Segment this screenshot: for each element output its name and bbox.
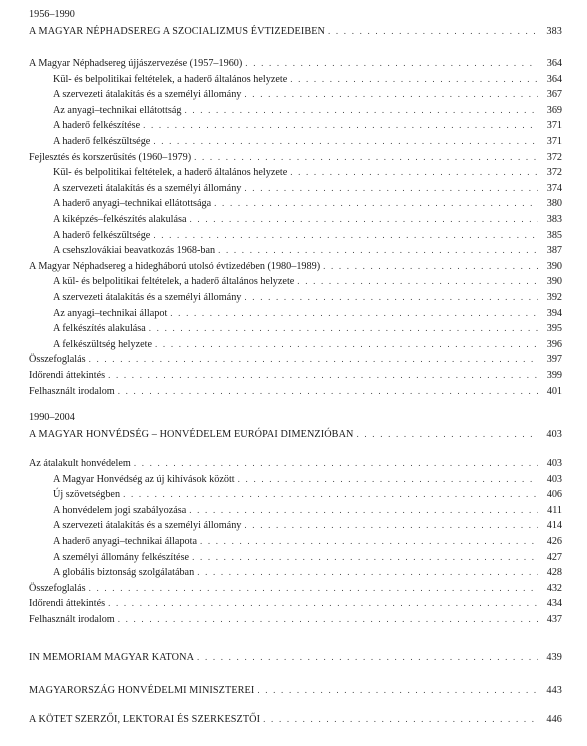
toc-page-number: 411 xyxy=(547,505,562,516)
toc-page-number: 372 xyxy=(546,167,562,178)
toc-page-number: 446 xyxy=(546,714,562,725)
section-heading[interactable] xyxy=(29,427,562,441)
toc-entry-title: A csehszlovákiai beavatkozás 1968-ban xyxy=(53,245,216,256)
toc-entry[interactable] xyxy=(29,56,562,70)
dot-leader xyxy=(323,259,538,273)
toc-entry[interactable] xyxy=(53,306,562,320)
toc-page-number: 390 xyxy=(546,261,562,272)
toc-page-number: 364 xyxy=(546,58,562,69)
toc-entry[interactable] xyxy=(53,212,562,226)
toc-entry-title: A kiképzés–felkészítés alakulása xyxy=(53,214,187,225)
toc-page-number: 385 xyxy=(546,230,562,241)
toc-entry-title: A Magyar Honvédség az új kihívások között xyxy=(53,474,235,485)
toc-entry-title: Összefoglalás xyxy=(29,583,86,594)
toc-entry[interactable] xyxy=(53,72,562,86)
dot-leader xyxy=(245,56,538,70)
dot-leader xyxy=(197,565,538,579)
toc-entry[interactable] xyxy=(53,534,562,548)
toc-page-number: 396 xyxy=(546,339,562,350)
toc-entry-title: A KÖTET SZERZŐI, LEKTORAI ÉS SZERKESZTŐI xyxy=(29,714,261,725)
toc-page-number: 403 xyxy=(546,429,562,440)
toc-entry[interactable] xyxy=(53,290,562,304)
dot-leader xyxy=(123,487,538,501)
toc-page-number: 371 xyxy=(546,120,562,131)
toc-page-number: 380 xyxy=(546,198,562,209)
toc-entry-title: Felhasznált irodalom xyxy=(29,386,115,397)
dot-leader xyxy=(244,518,538,532)
closing-entry[interactable] xyxy=(29,712,562,726)
toc-entry-title: A szervezeti átalakítás és a személyi állomány xyxy=(53,183,242,194)
toc-entry-title: A személyi állomány felkészítése xyxy=(53,552,190,563)
toc-page-number: 437 xyxy=(546,614,562,625)
dot-leader xyxy=(190,212,538,226)
toc-entry-title: Összefoglalás xyxy=(29,354,86,365)
toc-page-number: 428 xyxy=(546,567,562,578)
toc-entry[interactable] xyxy=(53,134,562,148)
toc-page-number: 372 xyxy=(546,152,562,163)
toc-page-number: 403 xyxy=(546,474,562,485)
toc-page-number: 367 xyxy=(546,89,562,100)
closing-entry[interactable] xyxy=(29,683,562,697)
dot-leader xyxy=(189,503,538,517)
toc-entry[interactable] xyxy=(53,321,562,335)
toc-entry-title: A Magyar Néphadsereg újjászervezése (1957–1960) xyxy=(29,58,243,69)
toc-entry-title: Időrendi áttekintés xyxy=(29,370,106,381)
toc-entry[interactable] xyxy=(29,384,562,398)
toc-entry[interactable] xyxy=(53,228,562,242)
toc-page-number: 399 xyxy=(546,370,562,381)
dot-leader xyxy=(238,472,538,486)
toc-entry-title: Kül- és belpolitikai feltételek, a haderő általános helyzete xyxy=(53,167,288,178)
toc-entry-title: A szervezeti átalakítás és a személyi állomány xyxy=(53,292,242,303)
dot-leader xyxy=(118,384,538,398)
dot-leader xyxy=(244,290,538,304)
dot-leader xyxy=(257,683,538,697)
dot-leader xyxy=(297,274,538,288)
toc-entry-title: A haderő anyagi–technikai állapota xyxy=(53,536,197,547)
dot-leader xyxy=(153,134,538,148)
toc-entry[interactable] xyxy=(53,243,562,257)
dot-leader xyxy=(192,550,538,564)
section-years: 1956–1990 xyxy=(29,9,75,20)
toc-entry[interactable] xyxy=(29,352,562,366)
toc-page-number: 434 xyxy=(546,598,562,609)
dot-leader xyxy=(184,103,538,117)
toc-entry-title: A Magyar Néphadsereg a hidegháború utolsó évtizedében (1980–1989) xyxy=(29,261,321,272)
toc-entry[interactable] xyxy=(29,581,562,595)
section-heading[interactable] xyxy=(29,24,562,38)
toc-entry-title: Felhasznált irodalom xyxy=(29,614,115,625)
toc-entry-title: Új szövetségben xyxy=(53,489,121,500)
dot-leader xyxy=(218,243,538,257)
toc-entry-title: A haderő felkészítése xyxy=(53,120,141,131)
toc-entry[interactable] xyxy=(29,259,562,273)
toc-page-number: 374 xyxy=(546,183,562,194)
toc-page-number: 426 xyxy=(546,536,562,547)
dot-leader xyxy=(214,196,538,210)
dot-leader xyxy=(155,337,538,351)
toc-entry[interactable] xyxy=(53,503,562,517)
toc-entry-title: A szervezeti átalakítás és a személyi állomány xyxy=(53,89,242,100)
toc-entry-title: IN MEMORIAM MAGYAR KATONA xyxy=(29,652,195,663)
toc-entry-title: A MAGYAR HONVÉDSÉG – HONVÉDELEM EURÓPAI DIMENZIÓBAN xyxy=(29,429,354,440)
dot-leader xyxy=(263,712,538,726)
toc-entry-title: A kül- és belpolitikai feltételek, a haderő általános helyzete xyxy=(53,276,295,287)
toc-entry-title: Az anyagi–technikai ellátottság xyxy=(53,105,182,116)
toc-entry-title: Kül- és belpolitikai feltételek, a haderő általános helyzete xyxy=(53,74,288,85)
toc-entry[interactable] xyxy=(29,596,562,610)
toc-page-number: 387 xyxy=(546,245,562,256)
toc-entry[interactable] xyxy=(29,612,562,626)
dot-leader xyxy=(153,228,538,242)
dot-leader xyxy=(328,24,538,38)
toc-entry[interactable] xyxy=(53,87,562,101)
toc-entry[interactable] xyxy=(53,550,562,564)
toc-page-number: 403 xyxy=(546,458,562,469)
dot-leader xyxy=(143,118,538,132)
section-years: 1990–2004 xyxy=(29,412,75,423)
toc-entry[interactable] xyxy=(53,196,562,210)
toc-entry[interactable] xyxy=(29,456,562,470)
toc-page-number: 397 xyxy=(546,354,562,365)
toc-entry-title: MAGYARORSZÁG HONVÉDELMI MINISZTEREI xyxy=(29,685,255,696)
dot-leader xyxy=(170,306,538,320)
dot-leader xyxy=(194,150,538,164)
toc-entry[interactable] xyxy=(29,150,562,164)
toc-entry[interactable] xyxy=(53,103,562,117)
toc-page-number: 394 xyxy=(546,308,562,319)
toc-entry-title: A szervezeti átalakítás és a személyi állomány xyxy=(53,520,242,531)
dot-leader xyxy=(290,165,538,179)
dot-leader xyxy=(197,650,538,664)
dot-leader xyxy=(108,368,538,382)
dot-leader xyxy=(244,181,538,195)
toc-entry[interactable] xyxy=(53,181,562,195)
toc-entry-title: A haderő felkészültsége xyxy=(53,230,151,241)
dot-leader xyxy=(357,427,539,441)
toc-page-number: 371 xyxy=(546,136,562,147)
toc-page-number: 364 xyxy=(546,74,562,85)
toc-entry-title: A haderő felkészültsége xyxy=(53,136,151,147)
toc-entry-title: Az átalakult honvédelem xyxy=(29,458,131,469)
toc-entry[interactable] xyxy=(53,472,562,486)
dot-leader xyxy=(290,72,538,86)
dot-leader xyxy=(108,596,538,610)
toc-page-number: 383 xyxy=(546,214,562,225)
toc-entry-title: A felkészítés alakulása xyxy=(53,323,146,334)
toc-page-number: 392 xyxy=(546,292,562,303)
dot-leader xyxy=(118,612,538,626)
toc-page-number: 369 xyxy=(546,105,562,116)
dot-leader xyxy=(149,321,538,335)
closing-entry[interactable] xyxy=(29,650,562,664)
toc-page-number: 383 xyxy=(546,26,562,37)
dot-leader xyxy=(134,456,538,470)
toc-entry[interactable] xyxy=(53,565,562,579)
toc-page-number: 406 xyxy=(546,489,562,500)
toc-page-number: 414 xyxy=(546,520,562,531)
toc-page-number: 439 xyxy=(546,652,562,663)
dot-leader xyxy=(89,581,538,595)
toc-page-number: 390 xyxy=(546,276,562,287)
dot-leader xyxy=(244,87,538,101)
toc-entry[interactable] xyxy=(53,337,562,351)
toc-entry-title: A felkészültség helyzete xyxy=(53,339,153,350)
toc-page-number: 443 xyxy=(546,685,562,696)
toc-entry-title: A globális biztonság szolgálatában xyxy=(53,567,195,578)
toc-page-number: 427 xyxy=(546,552,562,563)
dot-leader xyxy=(89,352,538,366)
toc-entry-title: Fejlesztés és korszerűsítés (1960–1979) xyxy=(29,152,192,163)
toc-entry-title: A MAGYAR NÉPHADSEREG A SZOCIALIZMUS ÉVTIZEDEIBEN xyxy=(29,26,325,37)
toc-entry[interactable] xyxy=(53,274,562,288)
toc-entry[interactable] xyxy=(53,518,562,532)
toc-entry-title: Időrendi áttekintés xyxy=(29,598,106,609)
toc-page-number: 432 xyxy=(546,583,562,594)
toc-entry[interactable] xyxy=(29,368,562,382)
toc-entry[interactable] xyxy=(53,487,562,501)
toc-entry-title: Az anyagi–technikai állapot xyxy=(53,308,168,319)
toc-entry-title: A honvédelem jogi szabályozása xyxy=(53,505,187,516)
toc-entry[interactable] xyxy=(53,165,562,179)
dot-leader xyxy=(200,534,538,548)
toc-page-number: 395 xyxy=(546,323,562,334)
toc-entry-title: A haderő anyagi–technikai ellátottsága xyxy=(53,198,212,209)
toc-page-number: 401 xyxy=(546,386,562,397)
toc-entry[interactable] xyxy=(53,118,562,132)
